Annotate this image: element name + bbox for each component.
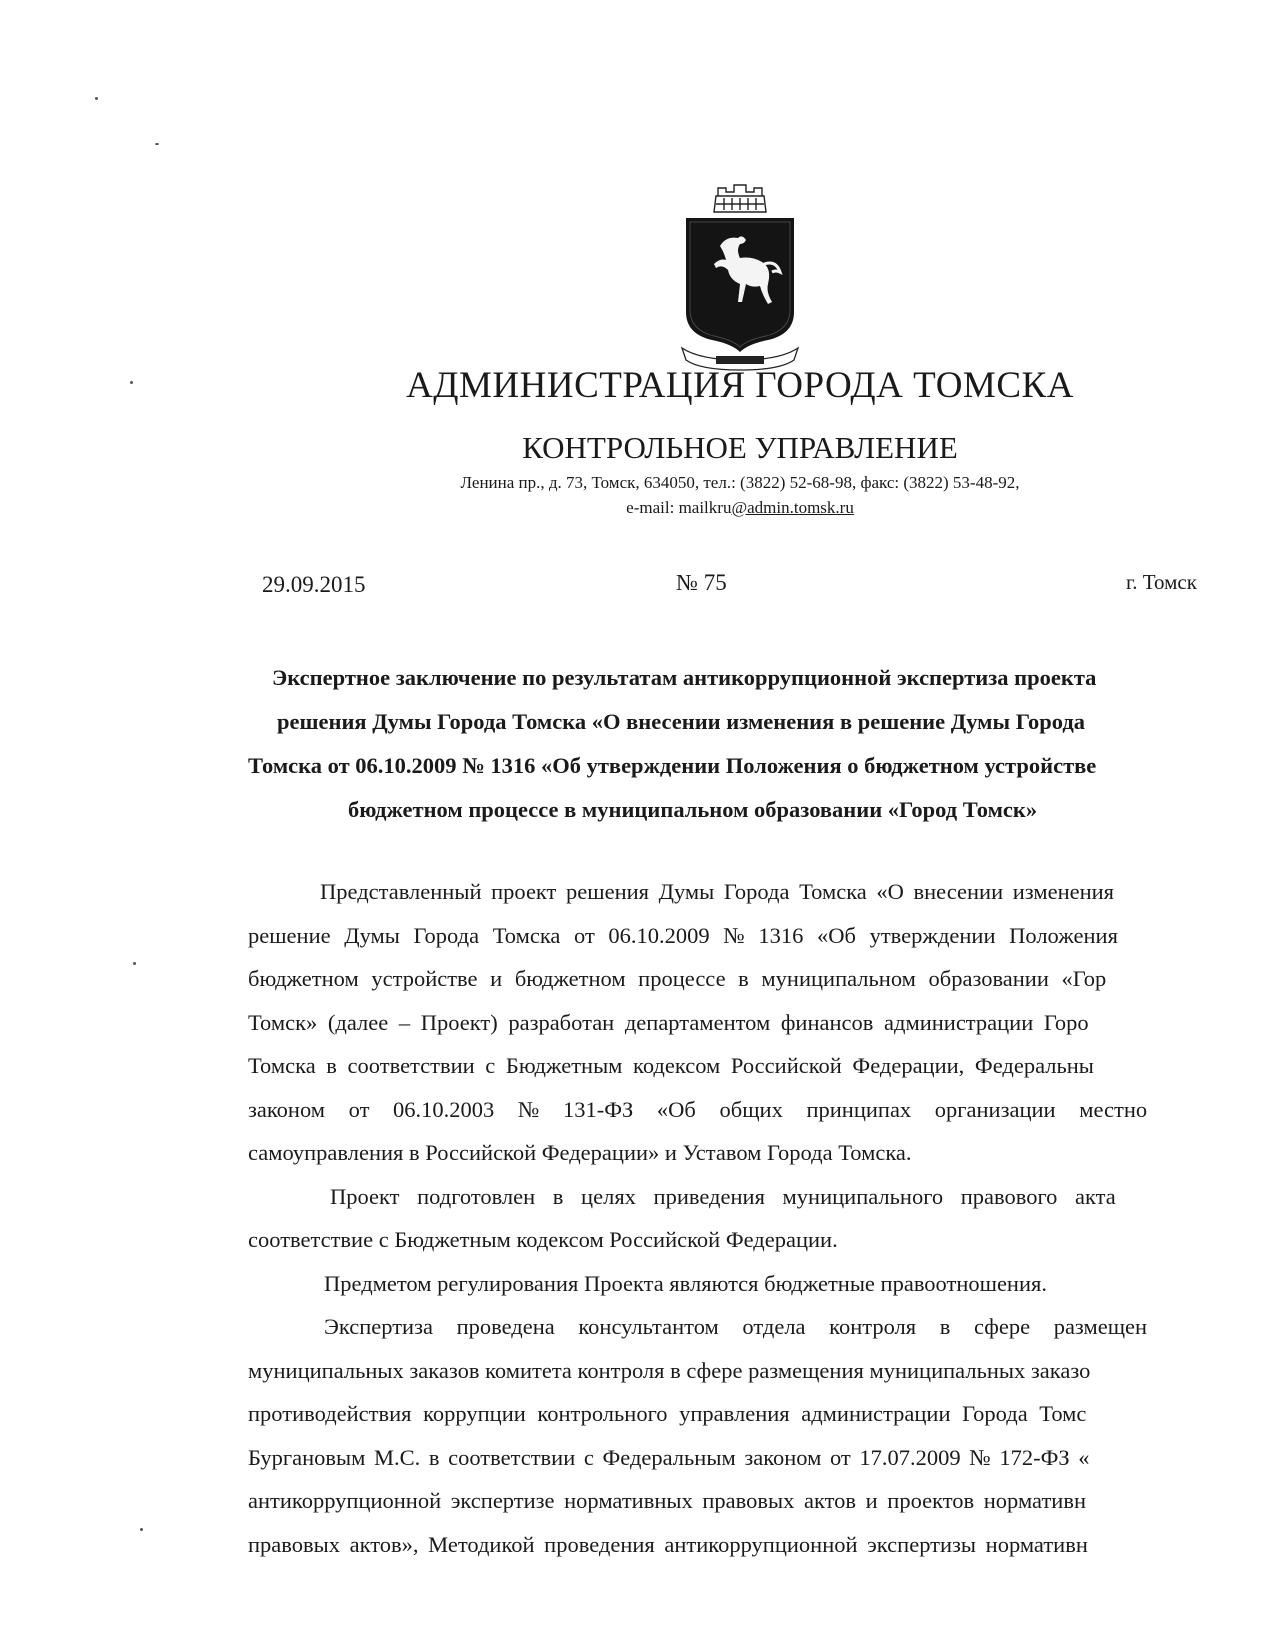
text-line: законом от 06.10.2003 № 131-ФЗ «Об общих принципах организации местно bbox=[248, 1096, 1148, 1122]
text-line: самоуправления в Российской Федерации» и Уставом Города Томска. bbox=[248, 1140, 912, 1165]
text-line: Предметом регулирования Проекта являются бюджетные правоотношения. bbox=[324, 1270, 1047, 1296]
scan-speck bbox=[155, 143, 159, 145]
document-heading bbox=[240, 656, 1275, 832]
text-line: Проект подготовлен в целях приведения муниципального правового акта bbox=[330, 1183, 1116, 1209]
text-line: муниципальных заказов комитета контроля в сфере размещения муниципальных заказо bbox=[248, 1357, 1091, 1383]
email-prefix: e-mail: mailkru bbox=[626, 498, 732, 517]
organization-title: АДМИНИСТРАЦИЯ ГОРОДА ТОМСКА bbox=[406, 365, 1074, 406]
scan-speck bbox=[140, 1528, 143, 1531]
text-line: правовых актов», Методикой проведения антикоррупционной экспертизы нормативн bbox=[248, 1531, 1088, 1557]
text-line: соответствие с Бюджетным кодексом Российской Федерации. bbox=[248, 1227, 838, 1252]
heading-line: бюджетном процессе в муниципальном образовании «Город Томск» bbox=[348, 797, 1038, 822]
contact-block bbox=[0, 470, 1275, 520]
text-line: Представленный проект решения Думы Города Томска «О внесении изменения bbox=[320, 879, 1115, 904]
document-body bbox=[248, 870, 1275, 1566]
text-line: антикоррупционной экспертизе нормативных правовых актов и проектов нормативн bbox=[248, 1488, 1086, 1513]
text-line: Томска в соответствии с Бюджетным кодексом Российской Федерации, Федеральны bbox=[248, 1053, 1094, 1078]
text-line: Томск» (далее – Проект) разработан департаментом финансов администрации Горо bbox=[248, 1009, 1089, 1035]
scan-speck bbox=[133, 962, 136, 965]
scan-speck bbox=[95, 97, 98, 100]
department-title: КОНТРОЛЬНОЕ УПРАВЛЕНИЕ bbox=[522, 430, 958, 465]
tomsk-coat-of-arms-icon bbox=[680, 184, 800, 374]
text-line: бюджетном устройстве и бюджетном процессе в муниципальном образовании «Гор bbox=[248, 966, 1107, 991]
text-line: противодействия коррупции контрольного управления администрации Города Томс bbox=[248, 1401, 1087, 1426]
document-number: № 75 bbox=[676, 570, 727, 595]
heading-line: Томска от 06.10.2009 № 1316 «Об утверждении Положения о бюджетном устройстве bbox=[248, 753, 1097, 778]
email-line bbox=[0, 495, 1275, 520]
text-line: решение Думы Города Томска от 06.10.2009 № 1316 «Об утверждении Положения bbox=[248, 922, 1118, 948]
text-line: Экспертиза проведена консультантом отдела контроля в сфере размещен bbox=[324, 1314, 1148, 1339]
heading-line: Экспертное заключение по результатам антикоррупционной экспертиза проекта bbox=[272, 665, 1097, 690]
document-date: 29.09.2015 bbox=[262, 572, 366, 597]
document-city: г. Томск bbox=[1126, 570, 1197, 594]
text-line: Бургановым М.С. в соответствии с Федеральным законом от 17.07.2009 № 172-ФЗ « bbox=[248, 1444, 1090, 1470]
email-domain-link[interactable]: @admin.tomsk.ru bbox=[731, 498, 854, 517]
heading-line: решения Думы Города Томска «О внесении изменения в решение Думы Города bbox=[277, 709, 1086, 734]
address-line: Ленина пр., д. 73, Томск, 634050, тел.: (3822) 52-68-98, факс: (3822) 53-48-92, bbox=[460, 473, 1020, 492]
